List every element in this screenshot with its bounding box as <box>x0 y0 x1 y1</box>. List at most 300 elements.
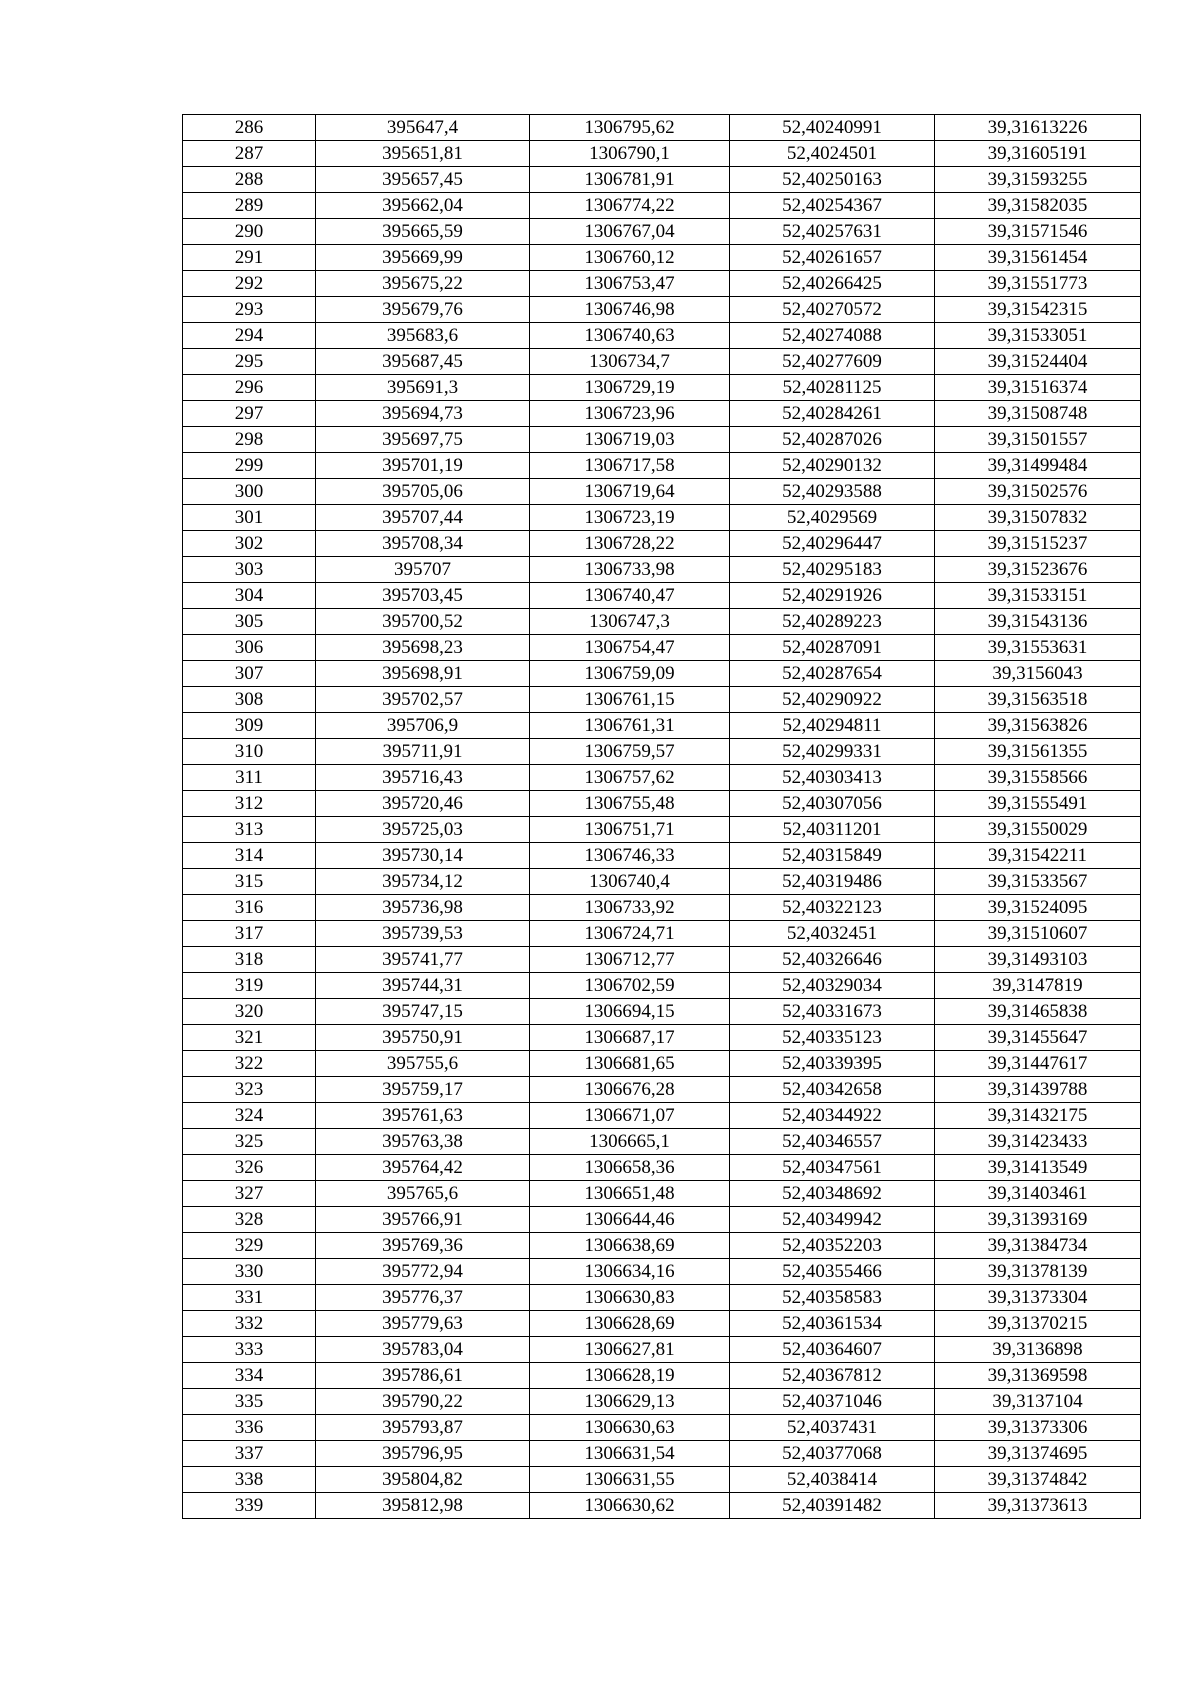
table-row <box>183 713 1141 739</box>
x-coordinate-cell: 395736,98 <box>316 895 530 921</box>
table-row <box>183 141 1141 167</box>
latitude-cell: 52,40322123 <box>730 895 935 921</box>
y-coordinate-cell: 1306651,48 <box>530 1181 730 1207</box>
point-number-cell: 314 <box>183 843 316 869</box>
x-coordinate-cell: 395691,3 <box>316 375 530 401</box>
longitude-cell: 39,31515237 <box>935 531 1141 557</box>
x-coordinate-cell: 395769,36 <box>316 1233 530 1259</box>
table-row <box>183 349 1141 375</box>
x-coordinate-cell: 395761,63 <box>316 1103 530 1129</box>
latitude-cell: 52,4037431 <box>730 1415 935 1441</box>
y-coordinate-cell: 1306774,22 <box>530 193 730 219</box>
point-number-cell: 286 <box>183 115 316 141</box>
latitude-cell: 52,40352203 <box>730 1233 935 1259</box>
longitude-cell: 39,31373613 <box>935 1493 1141 1519</box>
latitude-cell: 52,40290132 <box>730 453 935 479</box>
point-number-cell: 335 <box>183 1389 316 1415</box>
point-number-cell: 333 <box>183 1337 316 1363</box>
point-number-cell: 292 <box>183 271 316 297</box>
longitude-cell: 39,31423433 <box>935 1129 1141 1155</box>
longitude-cell: 39,31523676 <box>935 557 1141 583</box>
x-coordinate-cell: 395708,34 <box>316 531 530 557</box>
x-coordinate-cell: 395706,9 <box>316 713 530 739</box>
y-coordinate-cell: 1306719,03 <box>530 427 730 453</box>
x-coordinate-cell: 395765,6 <box>316 1181 530 1207</box>
point-number-cell: 331 <box>183 1285 316 1311</box>
latitude-cell: 52,40294811 <box>730 713 935 739</box>
longitude-cell: 39,31563826 <box>935 713 1141 739</box>
longitude-cell: 39,31510607 <box>935 921 1141 947</box>
latitude-cell: 52,4038414 <box>730 1467 935 1493</box>
y-coordinate-cell: 1306746,98 <box>530 297 730 323</box>
longitude-cell: 39,31543136 <box>935 609 1141 635</box>
longitude-cell: 39,31516374 <box>935 375 1141 401</box>
y-coordinate-cell: 1306729,19 <box>530 375 730 401</box>
longitude-cell: 39,31465838 <box>935 999 1141 1025</box>
longitude-cell: 39,31393169 <box>935 1207 1141 1233</box>
table-row <box>183 1441 1141 1467</box>
x-coordinate-cell: 395711,91 <box>316 739 530 765</box>
y-coordinate-cell: 1306719,64 <box>530 479 730 505</box>
table-row <box>183 921 1141 947</box>
latitude-cell: 52,40287654 <box>730 661 935 687</box>
point-number-cell: 322 <box>183 1051 316 1077</box>
y-coordinate-cell: 1306740,63 <box>530 323 730 349</box>
longitude-cell: 39,31550029 <box>935 817 1141 843</box>
y-coordinate-cell: 1306757,62 <box>530 765 730 791</box>
table-row <box>183 167 1141 193</box>
y-coordinate-cell: 1306630,63 <box>530 1415 730 1441</box>
y-coordinate-cell: 1306671,07 <box>530 1103 730 1129</box>
table-row <box>183 1025 1141 1051</box>
table-row <box>183 245 1141 271</box>
longitude-cell: 39,31374842 <box>935 1467 1141 1493</box>
x-coordinate-cell: 395741,77 <box>316 947 530 973</box>
x-coordinate-cell: 395812,98 <box>316 1493 530 1519</box>
table-row <box>183 687 1141 713</box>
latitude-cell: 52,40307056 <box>730 791 935 817</box>
longitude-cell: 39,31613226 <box>935 115 1141 141</box>
point-number-cell: 339 <box>183 1493 316 1519</box>
x-coordinate-cell: 395697,75 <box>316 427 530 453</box>
y-coordinate-cell: 1306658,36 <box>530 1155 730 1181</box>
x-coordinate-cell: 395786,61 <box>316 1363 530 1389</box>
latitude-cell: 52,40287026 <box>730 427 935 453</box>
longitude-cell: 39,31571546 <box>935 219 1141 245</box>
y-coordinate-cell: 1306717,58 <box>530 453 730 479</box>
table-row <box>183 1259 1141 1285</box>
longitude-cell: 39,31561355 <box>935 739 1141 765</box>
x-coordinate-cell: 395763,38 <box>316 1129 530 1155</box>
y-coordinate-cell: 1306751,71 <box>530 817 730 843</box>
table-row <box>183 1051 1141 1077</box>
longitude-cell: 39,31551773 <box>935 271 1141 297</box>
longitude-cell: 39,31558566 <box>935 765 1141 791</box>
x-coordinate-cell: 395744,31 <box>316 973 530 999</box>
latitude-cell: 52,40364607 <box>730 1337 935 1363</box>
x-coordinate-cell: 395687,45 <box>316 349 530 375</box>
latitude-cell: 52,40361534 <box>730 1311 935 1337</box>
latitude-cell: 52,40377068 <box>730 1441 935 1467</box>
point-number-cell: 287 <box>183 141 316 167</box>
point-number-cell: 293 <box>183 297 316 323</box>
latitude-cell: 52,40371046 <box>730 1389 935 1415</box>
coordinates-table-body <box>183 115 1141 1519</box>
table-row <box>183 375 1141 401</box>
longitude-cell: 39,31373306 <box>935 1415 1141 1441</box>
point-number-cell: 300 <box>183 479 316 505</box>
x-coordinate-cell: 395730,14 <box>316 843 530 869</box>
table-row <box>183 479 1141 505</box>
y-coordinate-cell: 1306781,91 <box>530 167 730 193</box>
table-row <box>183 999 1141 1025</box>
latitude-cell: 52,40299331 <box>730 739 935 765</box>
longitude-cell: 39,31533567 <box>935 869 1141 895</box>
x-coordinate-cell: 395705,06 <box>316 479 530 505</box>
point-number-cell: 329 <box>183 1233 316 1259</box>
point-number-cell: 325 <box>183 1129 316 1155</box>
table-row <box>183 1181 1141 1207</box>
x-coordinate-cell: 395716,43 <box>316 765 530 791</box>
table-row <box>183 609 1141 635</box>
point-number-cell: 334 <box>183 1363 316 1389</box>
longitude-cell: 39,31524095 <box>935 895 1141 921</box>
table-row <box>183 323 1141 349</box>
point-number-cell: 309 <box>183 713 316 739</box>
point-number-cell: 299 <box>183 453 316 479</box>
latitude-cell: 52,40355466 <box>730 1259 935 1285</box>
table-row <box>183 1077 1141 1103</box>
table-row <box>183 115 1141 141</box>
table-row <box>183 219 1141 245</box>
longitude-cell: 39,31582035 <box>935 193 1141 219</box>
y-coordinate-cell: 1306734,7 <box>530 349 730 375</box>
longitude-cell: 39,31533051 <box>935 323 1141 349</box>
latitude-cell: 52,40346557 <box>730 1129 935 1155</box>
x-coordinate-cell: 395766,91 <box>316 1207 530 1233</box>
latitude-cell: 52,40311201 <box>730 817 935 843</box>
latitude-cell: 52,40287091 <box>730 635 935 661</box>
point-number-cell: 295 <box>183 349 316 375</box>
table-row <box>183 1285 1141 1311</box>
latitude-cell: 52,40281125 <box>730 375 935 401</box>
x-coordinate-cell: 395702,57 <box>316 687 530 713</box>
point-number-cell: 326 <box>183 1155 316 1181</box>
latitude-cell: 52,40250163 <box>730 167 935 193</box>
y-coordinate-cell: 1306733,92 <box>530 895 730 921</box>
longitude-cell: 39,31384734 <box>935 1233 1141 1259</box>
y-coordinate-cell: 1306740,4 <box>530 869 730 895</box>
table-row <box>183 895 1141 921</box>
longitude-cell: 39,31370215 <box>935 1311 1141 1337</box>
table-row <box>183 583 1141 609</box>
latitude-cell: 52,40296447 <box>730 531 935 557</box>
x-coordinate-cell: 395747,15 <box>316 999 530 1025</box>
y-coordinate-cell: 1306628,69 <box>530 1311 730 1337</box>
latitude-cell: 52,40326646 <box>730 947 935 973</box>
latitude-cell: 52,40295183 <box>730 557 935 583</box>
point-number-cell: 311 <box>183 765 316 791</box>
x-coordinate-cell: 395700,52 <box>316 609 530 635</box>
latitude-cell: 52,40293588 <box>730 479 935 505</box>
point-number-cell: 324 <box>183 1103 316 1129</box>
table-row <box>183 271 1141 297</box>
longitude-cell: 39,31493103 <box>935 947 1141 973</box>
point-number-cell: 313 <box>183 817 316 843</box>
longitude-cell: 39,31605191 <box>935 141 1141 167</box>
table-row <box>183 1337 1141 1363</box>
latitude-cell: 52,4024501 <box>730 141 935 167</box>
longitude-cell: 39,31553631 <box>935 635 1141 661</box>
point-number-cell: 307 <box>183 661 316 687</box>
x-coordinate-cell: 395725,03 <box>316 817 530 843</box>
latitude-cell: 52,40319486 <box>730 869 935 895</box>
point-number-cell: 336 <box>183 1415 316 1441</box>
latitude-cell: 52,40344922 <box>730 1103 935 1129</box>
table-row <box>183 817 1141 843</box>
y-coordinate-cell: 1306630,62 <box>530 1493 730 1519</box>
latitude-cell: 52,40266425 <box>730 271 935 297</box>
point-number-cell: 303 <box>183 557 316 583</box>
y-coordinate-cell: 1306681,65 <box>530 1051 730 1077</box>
table-row <box>183 1389 1141 1415</box>
y-coordinate-cell: 1306630,83 <box>530 1285 730 1311</box>
longitude-cell: 39,31508748 <box>935 401 1141 427</box>
x-coordinate-cell: 395707 <box>316 557 530 583</box>
point-number-cell: 321 <box>183 1025 316 1051</box>
x-coordinate-cell: 395698,23 <box>316 635 530 661</box>
y-coordinate-cell: 1306724,71 <box>530 921 730 947</box>
x-coordinate-cell: 395764,42 <box>316 1155 530 1181</box>
table-row <box>183 1233 1141 1259</box>
latitude-cell: 52,4029569 <box>730 505 935 531</box>
point-number-cell: 330 <box>183 1259 316 1285</box>
point-number-cell: 291 <box>183 245 316 271</box>
y-coordinate-cell: 1306634,16 <box>530 1259 730 1285</box>
longitude-cell: 39,31447617 <box>935 1051 1141 1077</box>
point-number-cell: 317 <box>183 921 316 947</box>
y-coordinate-cell: 1306723,19 <box>530 505 730 531</box>
longitude-cell: 39,31455647 <box>935 1025 1141 1051</box>
latitude-cell: 52,40329034 <box>730 973 935 999</box>
latitude-cell: 52,4032451 <box>730 921 935 947</box>
longitude-cell: 39,31533151 <box>935 583 1141 609</box>
y-coordinate-cell: 1306702,59 <box>530 973 730 999</box>
point-number-cell: 289 <box>183 193 316 219</box>
latitude-cell: 52,40284261 <box>730 401 935 427</box>
point-number-cell: 290 <box>183 219 316 245</box>
longitude-cell: 39,31501557 <box>935 427 1141 453</box>
table-row <box>183 947 1141 973</box>
y-coordinate-cell: 1306638,69 <box>530 1233 730 1259</box>
x-coordinate-cell: 395665,59 <box>316 219 530 245</box>
table-row <box>183 193 1141 219</box>
y-coordinate-cell: 1306760,12 <box>530 245 730 271</box>
point-number-cell: 306 <box>183 635 316 661</box>
table-row <box>183 557 1141 583</box>
point-number-cell: 308 <box>183 687 316 713</box>
table-row <box>183 1311 1141 1337</box>
x-coordinate-cell: 395779,63 <box>316 1311 530 1337</box>
y-coordinate-cell: 1306733,98 <box>530 557 730 583</box>
table-row <box>183 791 1141 817</box>
latitude-cell: 52,40290922 <box>730 687 935 713</box>
x-coordinate-cell: 395783,04 <box>316 1337 530 1363</box>
table-row <box>183 1207 1141 1233</box>
y-coordinate-cell: 1306728,22 <box>530 531 730 557</box>
point-number-cell: 301 <box>183 505 316 531</box>
latitude-cell: 52,40261657 <box>730 245 935 271</box>
table-row <box>183 869 1141 895</box>
y-coordinate-cell: 1306767,04 <box>530 219 730 245</box>
latitude-cell: 52,40303413 <box>730 765 935 791</box>
table-row <box>183 1415 1141 1441</box>
y-coordinate-cell: 1306687,17 <box>530 1025 730 1051</box>
y-coordinate-cell: 1306631,55 <box>530 1467 730 1493</box>
y-coordinate-cell: 1306761,31 <box>530 713 730 739</box>
latitude-cell: 52,40315849 <box>730 843 935 869</box>
x-coordinate-cell: 395703,45 <box>316 583 530 609</box>
point-number-cell: 319 <box>183 973 316 999</box>
x-coordinate-cell: 395772,94 <box>316 1259 530 1285</box>
y-coordinate-cell: 1306755,48 <box>530 791 730 817</box>
table-row <box>183 1467 1141 1493</box>
y-coordinate-cell: 1306761,15 <box>530 687 730 713</box>
latitude-cell: 52,40277609 <box>730 349 935 375</box>
point-number-cell: 305 <box>183 609 316 635</box>
table-row <box>183 1493 1141 1519</box>
longitude-cell: 39,31542211 <box>935 843 1141 869</box>
x-coordinate-cell: 395776,37 <box>316 1285 530 1311</box>
latitude-cell: 52,40257631 <box>730 219 935 245</box>
y-coordinate-cell: 1306644,46 <box>530 1207 730 1233</box>
x-coordinate-cell: 395793,87 <box>316 1415 530 1441</box>
point-number-cell: 332 <box>183 1311 316 1337</box>
latitude-cell: 52,40291926 <box>730 583 935 609</box>
table-row <box>183 765 1141 791</box>
point-number-cell: 318 <box>183 947 316 973</box>
table-row <box>183 1103 1141 1129</box>
point-number-cell: 327 <box>183 1181 316 1207</box>
latitude-cell: 52,40342658 <box>730 1077 935 1103</box>
x-coordinate-cell: 395675,22 <box>316 271 530 297</box>
longitude-cell: 39,31502576 <box>935 479 1141 505</box>
longitude-cell: 39,31561454 <box>935 245 1141 271</box>
latitude-cell: 52,40240991 <box>730 115 935 141</box>
y-coordinate-cell: 1306628,19 <box>530 1363 730 1389</box>
table-row <box>183 297 1141 323</box>
longitude-cell: 39,31499484 <box>935 453 1141 479</box>
point-number-cell: 302 <box>183 531 316 557</box>
table-row <box>183 739 1141 765</box>
longitude-cell: 39,31403461 <box>935 1181 1141 1207</box>
latitude-cell: 52,40348692 <box>730 1181 935 1207</box>
latitude-cell: 52,40339395 <box>730 1051 935 1077</box>
y-coordinate-cell: 1306665,1 <box>530 1129 730 1155</box>
longitude-cell: 39,31374695 <box>935 1441 1141 1467</box>
y-coordinate-cell: 1306676,28 <box>530 1077 730 1103</box>
longitude-cell: 39,3147819 <box>935 973 1141 999</box>
longitude-cell: 39,31507832 <box>935 505 1141 531</box>
point-number-cell: 294 <box>183 323 316 349</box>
point-number-cell: 298 <box>183 427 316 453</box>
longitude-cell: 39,31542315 <box>935 297 1141 323</box>
longitude-cell: 39,31369598 <box>935 1363 1141 1389</box>
latitude-cell: 52,40349942 <box>730 1207 935 1233</box>
point-number-cell: 310 <box>183 739 316 765</box>
x-coordinate-cell: 395657,45 <box>316 167 530 193</box>
x-coordinate-cell: 395796,95 <box>316 1441 530 1467</box>
point-number-cell: 304 <box>183 583 316 609</box>
longitude-cell: 39,3137104 <box>935 1389 1141 1415</box>
y-coordinate-cell: 1306753,47 <box>530 271 730 297</box>
point-number-cell: 337 <box>183 1441 316 1467</box>
latitude-cell: 52,40254367 <box>730 193 935 219</box>
x-coordinate-cell: 395651,81 <box>316 141 530 167</box>
longitude-cell: 39,3156043 <box>935 661 1141 687</box>
latitude-cell: 52,40367812 <box>730 1363 935 1389</box>
y-coordinate-cell: 1306754,47 <box>530 635 730 661</box>
x-coordinate-cell: 395707,44 <box>316 505 530 531</box>
y-coordinate-cell: 1306759,09 <box>530 661 730 687</box>
point-number-cell: 316 <box>183 895 316 921</box>
latitude-cell: 52,40391482 <box>730 1493 935 1519</box>
longitude-cell: 39,31555491 <box>935 791 1141 817</box>
table-row <box>183 401 1141 427</box>
table-row <box>183 1129 1141 1155</box>
x-coordinate-cell: 395759,17 <box>316 1077 530 1103</box>
x-coordinate-cell: 395647,4 <box>316 115 530 141</box>
point-number-cell: 328 <box>183 1207 316 1233</box>
x-coordinate-cell: 395683,6 <box>316 323 530 349</box>
longitude-cell: 39,31563518 <box>935 687 1141 713</box>
table-row <box>183 661 1141 687</box>
y-coordinate-cell: 1306759,57 <box>530 739 730 765</box>
x-coordinate-cell: 395790,22 <box>316 1389 530 1415</box>
longitude-cell: 39,31432175 <box>935 1103 1141 1129</box>
x-coordinate-cell: 395804,82 <box>316 1467 530 1493</box>
x-coordinate-cell: 395739,53 <box>316 921 530 947</box>
y-coordinate-cell: 1306627,81 <box>530 1337 730 1363</box>
longitude-cell: 39,31439788 <box>935 1077 1141 1103</box>
table-row <box>183 427 1141 453</box>
longitude-cell: 39,31524404 <box>935 349 1141 375</box>
point-number-cell: 315 <box>183 869 316 895</box>
x-coordinate-cell: 395698,91 <box>316 661 530 687</box>
point-number-cell: 297 <box>183 401 316 427</box>
latitude-cell: 52,40274088 <box>730 323 935 349</box>
x-coordinate-cell: 395701,19 <box>316 453 530 479</box>
table-row <box>183 1363 1141 1389</box>
point-number-cell: 320 <box>183 999 316 1025</box>
longitude-cell: 39,3136898 <box>935 1337 1141 1363</box>
longitude-cell: 39,31593255 <box>935 167 1141 193</box>
coordinates-table <box>182 114 1141 1519</box>
y-coordinate-cell: 1306746,33 <box>530 843 730 869</box>
latitude-cell: 52,40347561 <box>730 1155 935 1181</box>
y-coordinate-cell: 1306795,62 <box>530 115 730 141</box>
latitude-cell: 52,40335123 <box>730 1025 935 1051</box>
point-number-cell: 296 <box>183 375 316 401</box>
y-coordinate-cell: 1306723,96 <box>530 401 730 427</box>
x-coordinate-cell: 395669,99 <box>316 245 530 271</box>
point-number-cell: 288 <box>183 167 316 193</box>
x-coordinate-cell: 395662,04 <box>316 193 530 219</box>
latitude-cell: 52,40270572 <box>730 297 935 323</box>
y-coordinate-cell: 1306712,77 <box>530 947 730 973</box>
table-row <box>183 973 1141 999</box>
y-coordinate-cell: 1306740,47 <box>530 583 730 609</box>
